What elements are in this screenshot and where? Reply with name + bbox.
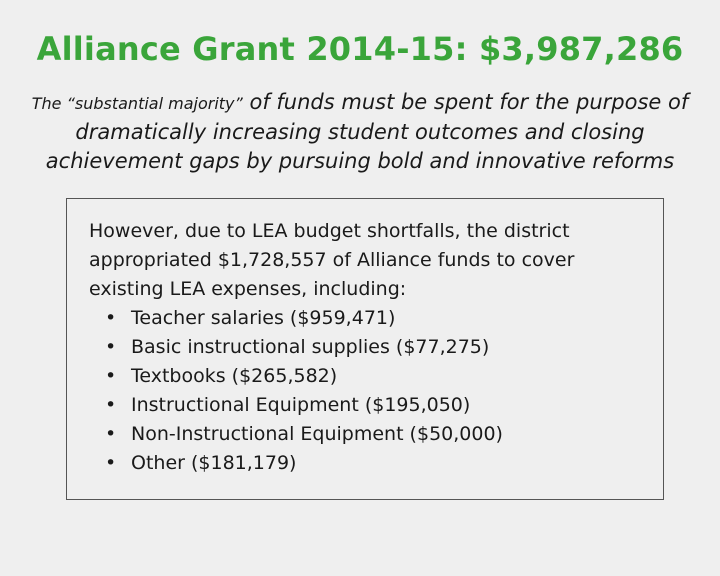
- expense-item-text: Basic instructional supplies ($77,275): [131, 336, 490, 358]
- slide-subtitle: [20, 88, 700, 176]
- expense-item-text: Textbooks ($265,582): [131, 365, 338, 387]
- expense-item: [105, 333, 503, 362]
- bullet-icon: •: [105, 452, 117, 474]
- expense-item: [105, 362, 503, 391]
- expense-item: [105, 391, 503, 420]
- slide-title: Alliance Grant 2014-15: $3,987,286: [36, 30, 684, 68]
- bullet-icon: •: [105, 336, 117, 358]
- expense-item-text: Teacher salaries ($959,471): [131, 307, 396, 329]
- expense-item: [105, 449, 503, 478]
- bullet-icon: •: [105, 394, 117, 416]
- expense-item-text: Instructional Equipment ($195,050): [131, 394, 471, 416]
- budget-info-box: [66, 198, 664, 500]
- bullet-icon: •: [105, 307, 117, 329]
- expense-item: [105, 304, 503, 333]
- expense-item-text: Non-Instructional Equipment ($50,000): [131, 423, 503, 445]
- expense-list: [105, 304, 503, 478]
- subtitle-rest: of funds must be spent for the purpose of dramatically increasing student outcomes and closing achievement gaps by pursuing bold and innovative reforms: [45, 90, 689, 173]
- subtitle-lead: The “substantial majority”: [31, 94, 243, 113]
- bullet-icon: •: [105, 365, 117, 387]
- expense-item: [105, 420, 503, 449]
- expense-item-text: Other ($181,179): [131, 452, 297, 474]
- bullet-icon: •: [105, 423, 117, 445]
- budget-intro-text: However, due to LEA budget shortfalls, the district appropriated $1,728,557 of Alliance funds to cover existing LEA expenses, including:: [89, 220, 575, 300]
